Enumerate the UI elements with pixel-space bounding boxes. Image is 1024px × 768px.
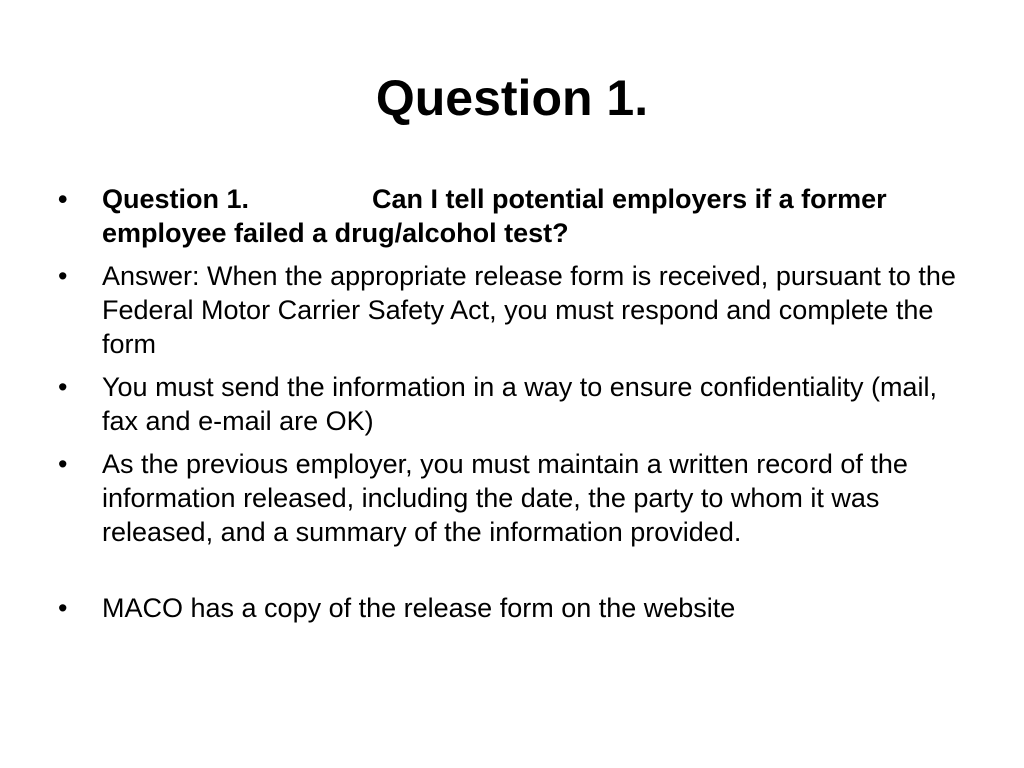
bullet-icon: • <box>58 261 68 291</box>
bullet-icon: • <box>58 593 68 623</box>
question-label: Question 1. <box>102 184 250 214</box>
confidentiality-text: You must send the information in a way to ensure confidentiality (mail, fax and e-mail are OK) <box>102 372 937 436</box>
answer-text: Answer: When the appropriate release form is received, pursuant to the Federal Motor Carrier Safety Act, you must respond and complete the form <box>102 261 956 359</box>
slide-title: Question 1. <box>375 70 649 126</box>
bullet-icon: • <box>58 372 68 402</box>
bullet-list <box>58 182 968 634</box>
bullet-confidentiality <box>58 370 968 438</box>
question-text: Can I tell potential employers if a former employee failed a drug/alcohol test? <box>102 184 887 248</box>
bullet-icon: • <box>58 184 68 214</box>
bullet-record <box>58 447 968 549</box>
maco-text: MACO has a copy of the release form on the website <box>102 593 736 623</box>
bullet-icon: • <box>58 449 68 479</box>
bullet-answer <box>58 259 968 361</box>
bullet-question <box>58 182 968 250</box>
record-text: As the previous employer, you must maintain a written record of the information released, including the date, the party to whom it was released, and a summary of the information provided. <box>102 449 908 547</box>
bullet-maco <box>58 591 968 625</box>
